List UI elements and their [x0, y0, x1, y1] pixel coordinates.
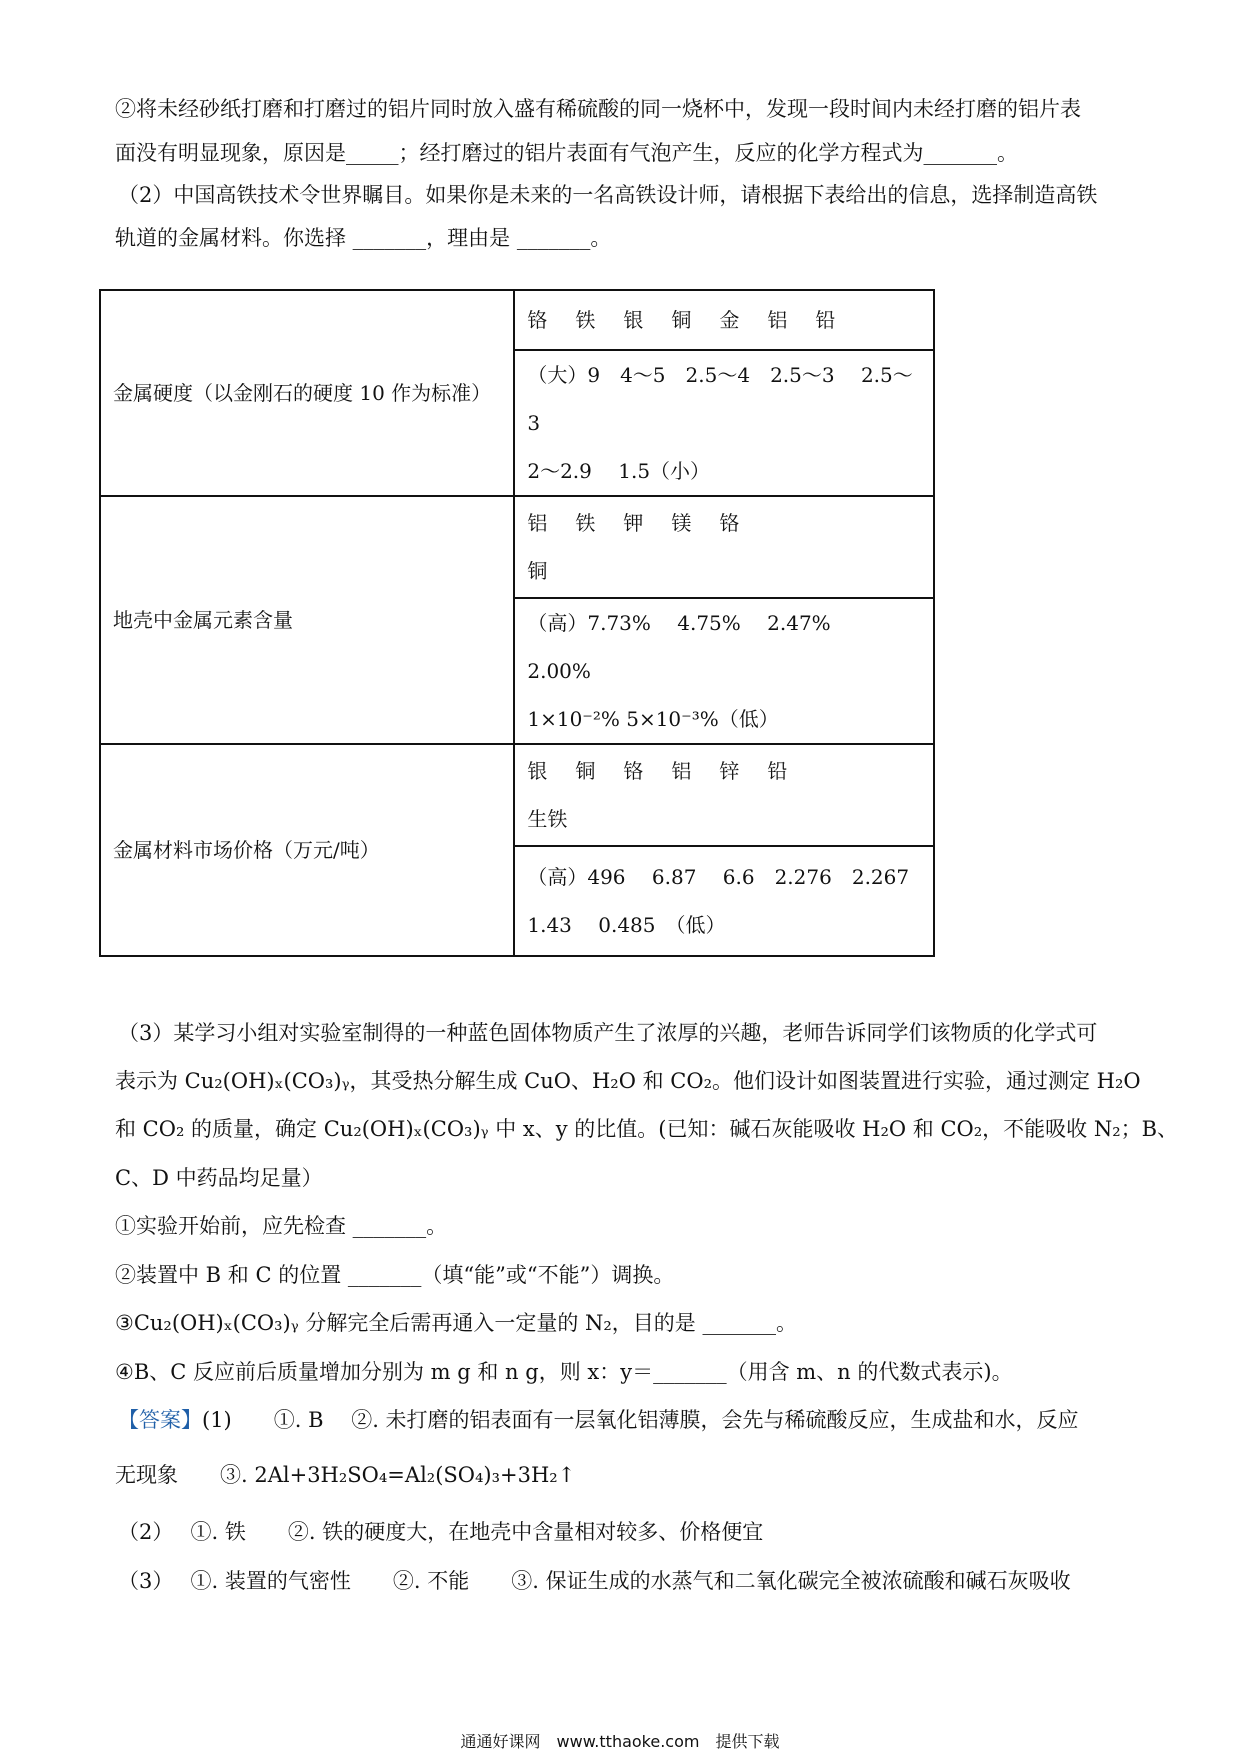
row-label-hardness: 金属硬度（以金刚石的硬度 10 作为标准） [100, 290, 514, 496]
q3-sub-question-3: ③Cu₂(OH)ₓ(CO₃)ᵧ 分解完全后需再通入一定量的 N₂，目的是 _______。 [115, 1311, 797, 1335]
footer-watermark: 通通好课网 www.tthaoke.com 提供下载 [460, 1732, 780, 1751]
metal-name: 铁 [575, 511, 596, 535]
metal-properties-table [99, 289, 935, 957]
crust-values-line-2: 1×10⁻²% 5×10⁻³%（低） [527, 707, 779, 731]
answer-tag: 【答案】 [118, 1408, 202, 1432]
hardness-values-line-1: （大）9 4～5 2.5～4 2.5～3 2.5～3 [527, 363, 913, 435]
q3-line-1: （3）某学习小组对实验室制得的一种蓝色固体物质产生了浓厚的兴趣，老师告诉同学们该物质的化学式可 [118, 1021, 1098, 1045]
intro-line-2: 面没有明显现象，原因是_____；经打磨过的铝片表面有气泡产生，反应的化学方程式为_______。 [115, 141, 1018, 165]
metal-name: 镁 [671, 511, 692, 535]
metal-name: 铅 [815, 308, 836, 332]
price-metals-cell [514, 744, 934, 846]
intro-line-1: ②将未经砂纸打磨和打磨过的铝片同时放入盛有稀硫酸的同一烧杯中，发现一段时间内未经打磨的铝片表 [115, 97, 1081, 121]
q3-sub-question-1: ①实验开始前，应先检查 _______。 [115, 1214, 448, 1238]
row-label-market-price: 金属材料市场价格（万元/吨） [100, 744, 514, 956]
metal-name: 铅 [767, 759, 788, 783]
metal-name: 金 [719, 308, 740, 332]
hardness-values-cell [514, 350, 934, 496]
price-metal-names [527, 747, 921, 795]
metal-name: 铬 [623, 759, 644, 783]
answer-part-1-line-1: (1) ①. B ②. 未打磨的铝表面有一层氧化铝薄膜，会先与稀硫酸反应，生成盐和水，反应 [202, 1408, 1079, 1432]
metal-name: 铬 [719, 511, 740, 535]
metal-name: 锌 [719, 759, 740, 783]
metal-name: 钾 [623, 511, 644, 535]
q3-line-2: 表示为 Cu₂(OH)ₓ(CO₃)ᵧ，其受热分解生成 CuO、H₂O 和 CO₂。他们设计如图装置进行实验，通过测定 H₂O [115, 1069, 1141, 1093]
answer-part-2: （2） ①. 铁 ②. 铁的硬度大，在地壳中含量相对较多、价格便宜 [118, 1520, 764, 1544]
q2-line-1: （2）中国高铁技术令世界瞩目。如果你是未来的一名高铁设计师，请根据下表给出的信息，选择制造高铁 [118, 183, 1098, 207]
crust-values-line-1: （高）7.73% 4.75% 2.47% 2.00% [527, 611, 871, 683]
metal-name: 铬 [527, 308, 548, 332]
metal-name: 铝 [671, 759, 692, 783]
metal-name: 银 [527, 759, 548, 783]
hardness-metal-names [527, 296, 921, 344]
answer-part-3: （3） ①. 装置的气密性 ②. 不能 ③. 保证生成的水蒸气和二氧化碳完全被浓硫酸和碱石灰吸收 [118, 1569, 1071, 1593]
price-metal-names-line-2: 生铁 [527, 807, 568, 831]
metal-name: 银 [623, 308, 644, 332]
metal-name: 铝 [527, 511, 548, 535]
q3-sub-question-2: ②装置中 B 和 C 的位置 _______（填“能”或“不能”）调换。 [115, 1263, 675, 1287]
q3-line-3: 和 CO₂ 的质量，确定 Cu₂(OH)ₓ(CO₃)ᵧ 中 x、y 的比值。(已知：碱石灰能吸收 H₂O 和 CO₂，不能吸收 N₂；B、 [115, 1117, 1179, 1141]
hardness-values-line-2: 2～2.9 1.5（小） [527, 459, 711, 483]
price-values-cell [514, 846, 934, 956]
price-values-line-1: （高）496 6.87 6.6 2.276 2.267 [527, 865, 910, 889]
price-values-line-2: 1.43 0.485 （低） [527, 913, 726, 937]
answer-line-1 [118, 1405, 1138, 1435]
answer-part-1-line-2: 无现象 ③. 2Al+3H₂SO₄=Al₂(SO₄)₃+3H₂↑ [115, 1463, 576, 1487]
row-label-crust-content: 地壳中金属元素含量 [100, 496, 514, 744]
metal-name: 铝 [767, 308, 788, 332]
crust-metal-names-line-2: 铜 [527, 559, 548, 583]
q3-sub-question-4: ④B、C 反应前后质量增加分别为 m g 和 n g，则 x：y＝_______（用含 m、n 的代数式表示)。 [115, 1360, 1013, 1384]
metal-name: 铁 [575, 308, 596, 332]
hardness-metals-cell [514, 290, 934, 350]
q3-line-4: C、D 中药品均足量） [115, 1166, 323, 1190]
crust-metals-cell [514, 496, 934, 598]
metal-name: 铜 [575, 759, 596, 783]
metal-name: 铜 [671, 308, 692, 332]
q2-line-2: 轨道的金属材料。你选择 _______，理由是 _______。 [115, 226, 612, 250]
crust-values-cell [514, 598, 934, 744]
crust-metal-names [527, 499, 921, 547]
